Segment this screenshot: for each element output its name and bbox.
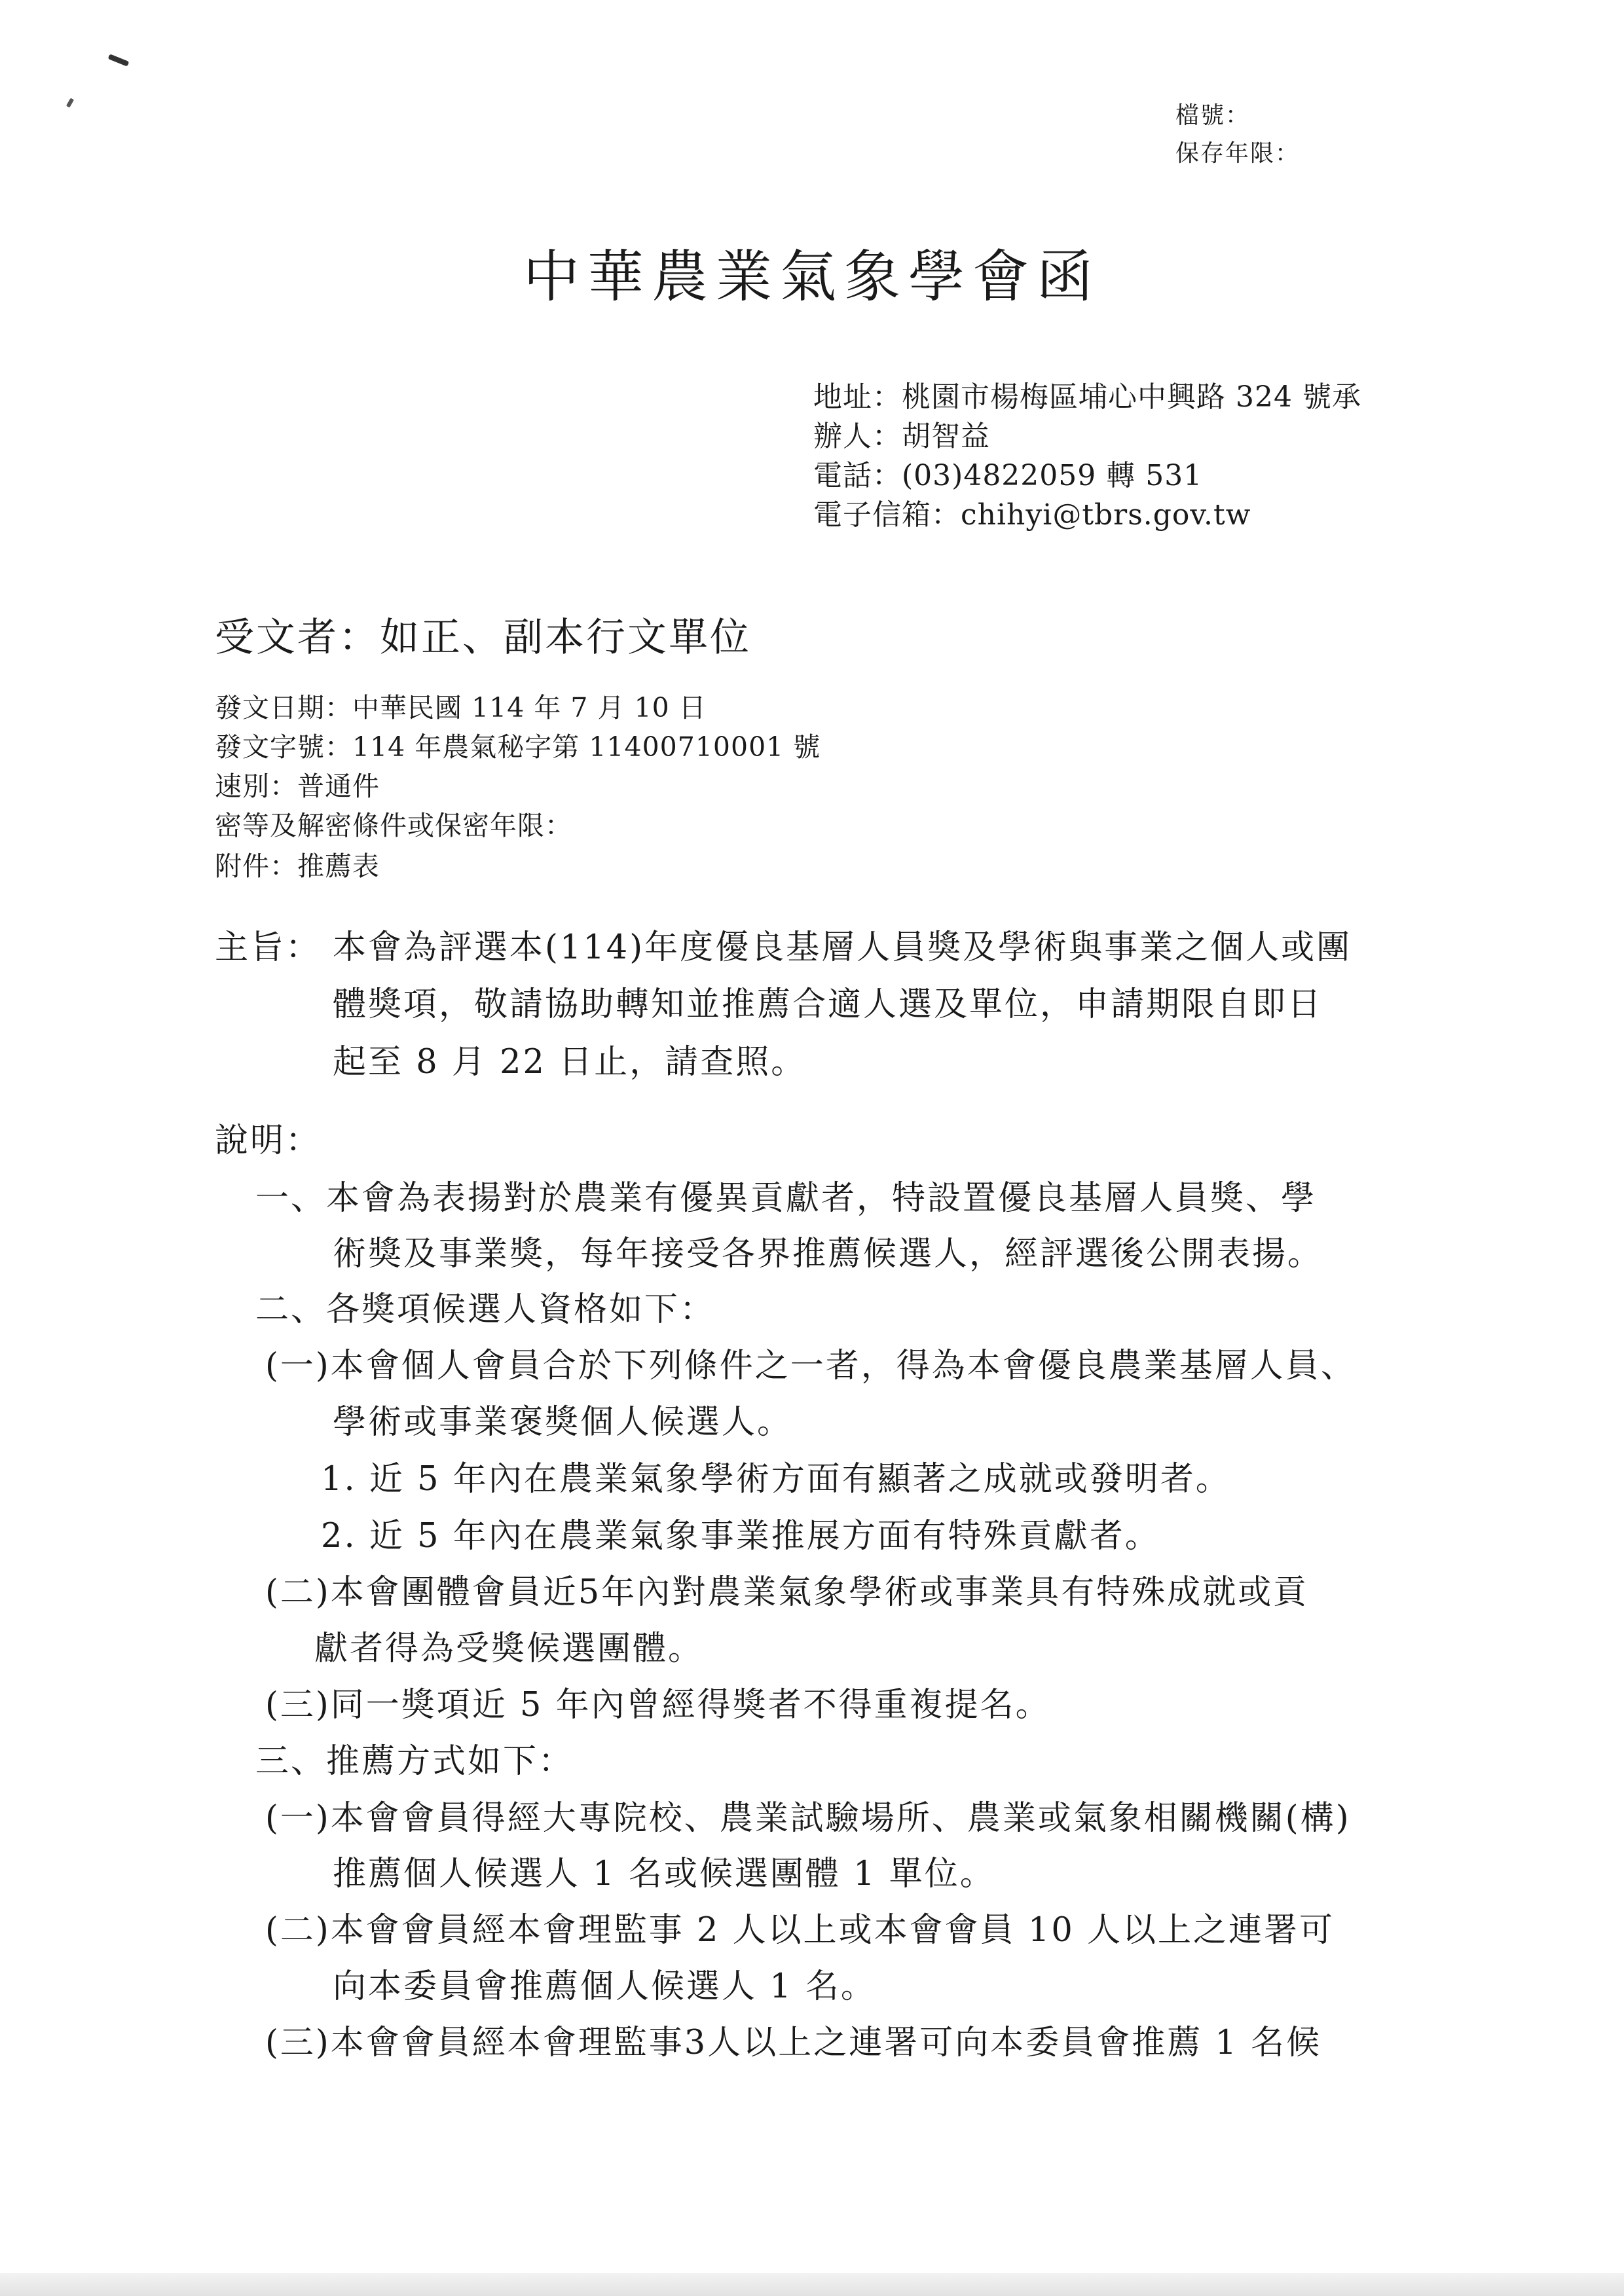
explanation-line: (三)同一獎項近 5 年內曾經得獎者不得重複提名。 xyxy=(265,1686,1051,1724)
explanation-line: 向本委員會推薦個人候選人 1 名。 xyxy=(333,1967,876,2006)
explanation-line: 一、本會為表揚對於農業有優異貢獻者，特設置優良基層人員獎、學 xyxy=(255,1179,1317,1218)
document-title: 中華農業氣象學會函 xyxy=(523,244,1101,310)
scan-artifact-mark xyxy=(66,98,74,107)
explanation-line: 學術或事業褒獎個人候選人。 xyxy=(333,1403,793,1442)
explanation-line: 獻者得為受獎候選團體。 xyxy=(314,1630,704,1668)
archive-number-label: 檔號： xyxy=(1175,102,1251,129)
explanation-line: 二、各獎項候選人資格如下： xyxy=(255,1290,716,1329)
document-number: 發文字號：114 年農氣秘字第 11400710001 號 xyxy=(215,731,821,763)
explanation-line: (三)本會會員經本會理監事3人以上之連署可向本委員會推薦 1 名候 xyxy=(265,2024,1322,2062)
contact-address: 地址：桃園市楊梅區埔心中興路 324 號承 xyxy=(813,380,1361,414)
contact-email: 電子信箱：chihyi@tbrs.gov.tw xyxy=(813,498,1251,532)
delivery-speed: 速別：普通件 xyxy=(215,771,380,802)
explanation-label: 說明： xyxy=(215,1121,322,1160)
explanation-line: 三、推薦方式如下： xyxy=(255,1742,574,1781)
subject-line: 本會為評選本(114)年度優良基層人員獎及學術與事業之個人或團 xyxy=(333,928,1352,967)
explanation-line: 2. 近 5 年內在農業氣象事業推展方面有特殊貢獻者。 xyxy=(321,1517,1160,1556)
scan-bottom-edge xyxy=(0,2273,1624,2296)
contact-phone: 電話：(03)4822059 轉 531 xyxy=(813,459,1203,492)
explanation-line: (二)本會團體會員近5年內對農業氣象學術或事業具有特殊成就或貢 xyxy=(265,1573,1309,1612)
subject-line: 起至 8 月 22 日止，請查照。 xyxy=(333,1043,807,1082)
explanation-line: 術獎及事業獎，每年接受各界推薦候選人，經評選後公開表揚。 xyxy=(333,1235,1323,1273)
retention-period-label: 保存年限： xyxy=(1175,140,1301,167)
explanation-line: (二)本會會員經本會理監事 2 人以上或本會會員 10 人以上之連署可 xyxy=(265,1911,1335,1950)
scan-artifact-mark xyxy=(108,54,130,66)
explanation-line: 推薦個人候選人 1 名或候選團體 1 單位。 xyxy=(333,1855,995,1893)
subject-label: 主旨： xyxy=(215,928,322,967)
recipient-line: 受文者：如正、副本行文單位 xyxy=(215,615,751,661)
explanation-line: (一)本會會員得經大專院校、農業試驗場所、農業或氣象相關機關(構) xyxy=(265,1799,1351,1838)
explanation-line: 1. 近 5 年內在農業氣象學術方面有顯著之成就或發明者。 xyxy=(321,1460,1231,1499)
classification-line: 密等及解密條件或保密年限： xyxy=(215,810,572,841)
subject-line: 體獎項，敬請協助轉知並推薦合適人選及單位，申請期限自即日 xyxy=(333,985,1323,1024)
attachment-line: 附件：推薦表 xyxy=(215,850,380,882)
contact-handler: 辦人：胡智益 xyxy=(813,420,990,453)
issue-date: 發文日期：中華民國 114 年 7 月 10 日 xyxy=(215,692,707,723)
explanation-line: (一)本會個人會員合於下列條件之一者，得為本會優良農業基層人員、 xyxy=(265,1347,1356,1385)
